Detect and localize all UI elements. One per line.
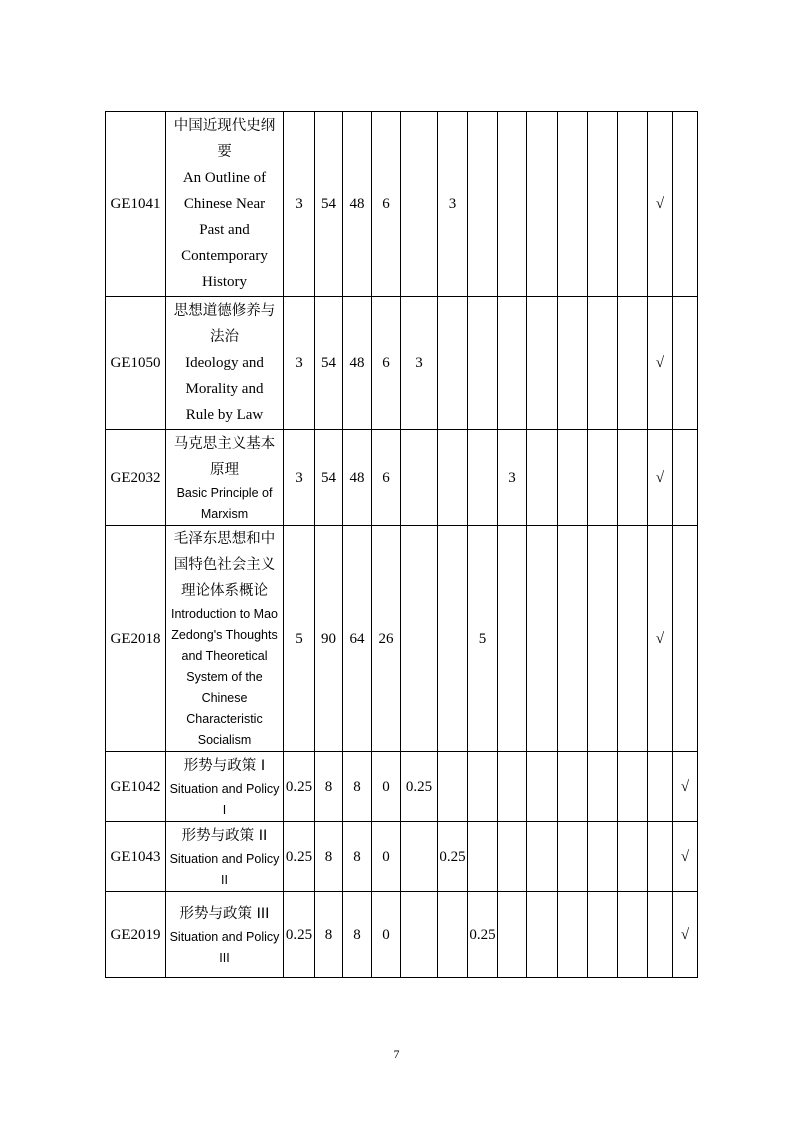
table-cell: [438, 297, 468, 430]
table-cell: √: [648, 526, 673, 752]
page-number: 7: [393, 1047, 400, 1061]
course-code: GE1042: [106, 752, 166, 822]
table-cell: 5: [468, 526, 498, 752]
table-cell: √: [648, 112, 673, 297]
table-cell: 54: [315, 112, 343, 297]
table-row: [106, 297, 698, 430]
table-cell: [588, 430, 618, 526]
table-cell: 0.25: [468, 892, 498, 978]
course-name-en-line: and Theoretical: [181, 649, 268, 663]
course-name: [166, 526, 284, 752]
table-cell: [558, 752, 588, 822]
course-name-en-line: Zedong's Thoughts: [171, 628, 278, 642]
course-name-en-line: Introduction to Mao: [170, 607, 278, 621]
course-name-en-line: Contemporary: [181, 248, 268, 264]
table-cell: [618, 297, 648, 430]
table-cell: 3: [284, 297, 315, 430]
table-cell: [588, 526, 618, 752]
course-table-body: [106, 112, 698, 978]
table-cell: 8: [315, 892, 343, 978]
table-cell: [498, 526, 527, 752]
table-cell: √: [648, 297, 673, 430]
table-cell: 54: [315, 430, 343, 526]
course-name-zh-line: 毛泽东思想和中: [173, 531, 276, 547]
table-cell: [558, 892, 588, 978]
table-cell: [468, 822, 498, 892]
table-cell: [438, 892, 468, 978]
course-code: GE1043: [106, 822, 166, 892]
table-cell: 48: [343, 297, 372, 430]
table-cell: [401, 430, 438, 526]
course-name-zh-line: 法治: [210, 329, 239, 345]
table-cell: [618, 892, 648, 978]
table-cell: 3: [401, 297, 438, 430]
course-name: [166, 822, 284, 892]
course-name-en-line: Past and: [199, 222, 250, 238]
table-cell: [648, 752, 673, 822]
table-cell: [618, 822, 648, 892]
course-name-en-line: III: [219, 950, 230, 965]
table-cell: [558, 297, 588, 430]
table-cell: [588, 297, 618, 430]
course-name: [166, 752, 284, 822]
table-cell: [558, 526, 588, 752]
course-name-en-line: Socialism: [197, 733, 252, 747]
table-cell: [673, 297, 698, 430]
table-cell: 8: [315, 752, 343, 822]
table-cell: [498, 822, 527, 892]
table-cell: [648, 892, 673, 978]
course-name-zh-line: 马克思主义基本: [173, 435, 276, 452]
table-cell: 5: [284, 526, 315, 752]
course-name-en-line: Morality and: [185, 381, 264, 397]
table-cell: 0: [372, 892, 401, 978]
table-cell: [527, 822, 558, 892]
table-cell: 6: [372, 112, 401, 297]
course-code: GE2018: [106, 526, 166, 752]
course-name-zh-line: 中国近现代史纲: [173, 118, 276, 134]
table-cell: 48: [343, 430, 372, 526]
table-cell: 6: [372, 297, 401, 430]
table-row: [106, 430, 698, 526]
course-name-en-line: Marxism: [200, 506, 249, 521]
course-name: [166, 297, 284, 430]
course-name-zh-line: 要: [217, 144, 232, 160]
table-row: [106, 526, 698, 752]
table-cell: 48: [343, 112, 372, 297]
table-cell: 0.25: [284, 822, 315, 892]
course-name-en-line: Characteristic: [186, 712, 263, 726]
course-name-en-line: Basic Principle of: [176, 485, 273, 500]
table-cell: [527, 892, 558, 978]
course-name-en-line: Situation and Policy: [169, 929, 280, 944]
table-cell: [527, 112, 558, 297]
table-row: [106, 752, 698, 822]
course-name-zh-line: 思想道德修养与: [173, 303, 276, 319]
table-cell: [558, 822, 588, 892]
table-cell: 64: [343, 526, 372, 752]
table-cell: [558, 430, 588, 526]
table-cell: 8: [343, 822, 372, 892]
table-cell: 0.25: [401, 752, 438, 822]
table-cell: [468, 430, 498, 526]
table-cell: [401, 526, 438, 752]
table-cell: [498, 297, 527, 430]
table-cell: [558, 112, 588, 297]
table-cell: [438, 752, 468, 822]
course-code: GE1050: [106, 297, 166, 430]
course-code: GE1041: [106, 112, 166, 297]
course-table: [105, 111, 698, 978]
table-cell: 3: [284, 112, 315, 297]
course-code: GE2032: [106, 430, 166, 526]
table-cell: 8: [343, 752, 372, 822]
table-cell: [401, 892, 438, 978]
table-cell: [468, 297, 498, 430]
course-name-en-line: History: [202, 274, 247, 290]
table-row: [106, 822, 698, 892]
course-name: [166, 430, 284, 526]
table-cell: [401, 112, 438, 297]
table-cell: [673, 112, 698, 297]
course-name-en-line: An Outline of: [182, 170, 267, 186]
course-name-zh-line: 形势与政策 III: [179, 905, 270, 922]
course-name-en-line: System of the: [186, 670, 263, 684]
course-name-en-line: Chinese: [201, 691, 248, 705]
table-cell: [401, 822, 438, 892]
course-name-en-line: Rule by Law: [185, 407, 264, 423]
table-cell: [438, 526, 468, 752]
course-name-en-line: Ideology and: [185, 355, 264, 371]
course-name-en-line: Situation and Policy: [169, 851, 280, 866]
table-cell: [618, 752, 648, 822]
course-name-en-line: Chinese Near: [183, 196, 266, 212]
table-cell: [498, 752, 527, 822]
course-name-en-line: Situation and Policy: [169, 781, 280, 796]
table-cell: [618, 430, 648, 526]
table-cell: √: [673, 822, 698, 892]
course-name-zh-line: 原理: [210, 461, 239, 478]
table-cell: √: [673, 892, 698, 978]
table-cell: 3: [284, 430, 315, 526]
table-cell: 3: [498, 430, 527, 526]
table-cell: [527, 430, 558, 526]
table-row: [106, 892, 698, 978]
table-cell: 0: [372, 752, 401, 822]
table-row: [106, 112, 698, 297]
table-cell: 0.25: [284, 892, 315, 978]
table-cell: [648, 822, 673, 892]
table-cell: [588, 892, 618, 978]
course-name-en-line: I: [222, 802, 227, 817]
table-cell: [588, 822, 618, 892]
table-cell: 0.25: [284, 752, 315, 822]
table-cell: [618, 112, 648, 297]
table-cell: 54: [315, 297, 343, 430]
table-cell: 90: [315, 526, 343, 752]
table-cell: 26: [372, 526, 401, 752]
table-cell: [618, 526, 648, 752]
course-name: [166, 892, 284, 978]
table-cell: [588, 112, 618, 297]
course-code: GE2019: [106, 892, 166, 978]
table-cell: [498, 112, 527, 297]
table-cell: 3: [438, 112, 468, 297]
course-name-en-line: II: [221, 872, 228, 887]
table-cell: √: [648, 430, 673, 526]
table-cell: [527, 526, 558, 752]
course-name-zh-line: 理论体系概论: [181, 583, 268, 599]
table-cell: [673, 430, 698, 526]
table-cell: [498, 892, 527, 978]
table-cell: [527, 752, 558, 822]
table-cell: [438, 430, 468, 526]
course-name-zh-line: 形势与政策 I: [183, 757, 266, 774]
course-name: [166, 112, 284, 297]
table-cell: 8: [343, 892, 372, 978]
table-cell: [673, 526, 698, 752]
course-name-zh-line: 国特色社会主义: [173, 557, 276, 573]
table-cell: √: [673, 752, 698, 822]
table-cell: [468, 112, 498, 297]
table-cell: [468, 752, 498, 822]
table-cell: 6: [372, 430, 401, 526]
table-cell: 0: [372, 822, 401, 892]
course-name-zh-line: 形势与政策 II: [181, 827, 268, 844]
table-cell: [527, 297, 558, 430]
table-cell: 8: [315, 822, 343, 892]
table-cell: 0.25: [438, 822, 468, 892]
table-cell: [588, 752, 618, 822]
